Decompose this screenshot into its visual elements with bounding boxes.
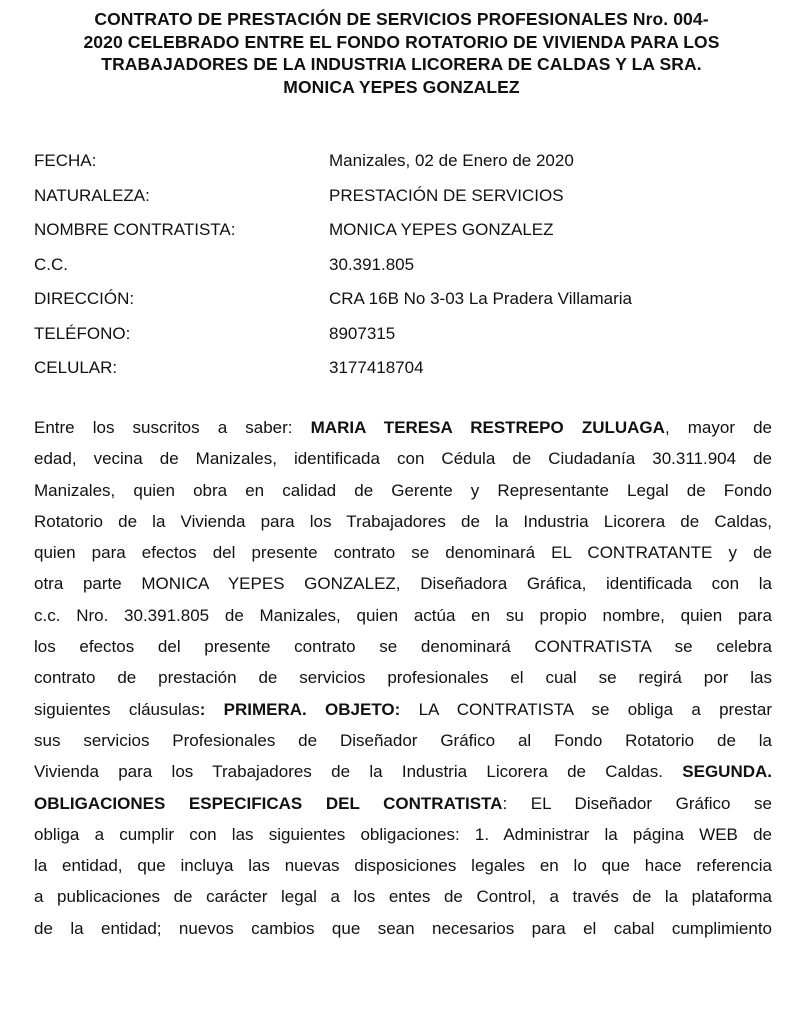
- body-line: otra parte MONICA YEPES GONZALEZ, Diseñadora Gráfica, identificada con la: [34, 574, 772, 594]
- field-fecha: [34, 150, 774, 185]
- title-line: 2020 CELEBRADO ENTRE EL FONDO ROTATORIO DE VIVIENDA PARA LOS: [83, 31, 720, 52]
- text-run: Vivienda para los Trabajadores de la Industria Licorera de Caldas.: [34, 762, 683, 782]
- body-line: obliga a cumplir con las siguientes obligaciones: 1. Administrar la página WEB de: [34, 824, 772, 844]
- field-nombre-contratista: [34, 219, 774, 254]
- field-label: TELÉFONO:: [34, 323, 131, 343]
- body-line: [34, 412, 772, 443]
- text-run: , mayor de: [664, 418, 772, 437]
- body-line: los efectos del presente contrato se denominará CONTRATISTA se celebra: [34, 637, 772, 657]
- contract-body: [34, 412, 772, 944]
- field-label: FECHA:: [34, 151, 97, 170]
- body-line: edad, vecina de Manizales, identificada con Cédula de Ciudadanía 30.311.904 de: [34, 449, 772, 469]
- field-value: 8907315: [329, 323, 396, 343]
- field-label: CELULAR:: [34, 358, 118, 377]
- body-line: Manizales, quien obra en calidad de Gerente y Representante Legal de Fondo: [34, 480, 772, 500]
- clause-segunda-heading: SEGUNDA.: [682, 762, 772, 782]
- field-value: 30.391.805: [329, 254, 415, 274]
- body-line: [34, 756, 772, 787]
- contract-fields: [34, 150, 774, 392]
- field-label: NATURALEZA:: [34, 185, 150, 205]
- text-run: LA CONTRATISTA se obliga a prestar: [400, 699, 772, 719]
- clause-segunda-title: OBLIGACIONES ESPECIFICAS DEL CONTRATISTA: [34, 793, 503, 813]
- body-line: sus servicios Profesionales de Diseñador Gráfico al Fondo Rotatorio de la: [34, 730, 772, 750]
- field-value: CRA 16B No 3-03 La Pradera Villamaria: [329, 289, 633, 308]
- title-line: MONICA YEPES GONZALEZ: [283, 76, 520, 97]
- body-line: [34, 694, 772, 725]
- body-line: [34, 788, 772, 819]
- field-value: PRESTACIÓN DE SERVICIOS: [329, 185, 564, 205]
- body-line: Rotatorio de la Vivienda para los Trabajadores de la Industria Licorera de Caldas,: [34, 511, 772, 531]
- field-telefono: [34, 323, 774, 358]
- field-naturaleza: [34, 185, 774, 220]
- body-line: c.c. Nro. 30.391.805 de Manizales, quien actúa en su propio nombre, quien para: [34, 605, 772, 625]
- body-line: contrato de prestación de servicios profesionales el cual se regirá por las: [34, 668, 772, 688]
- text-run: Entre los suscritos a saber:: [34, 418, 311, 437]
- field-cc: [34, 254, 774, 289]
- title-line: CONTRATO DE PRESTACIÓN DE SERVICIOS PROFESIONALES Nro. 004-: [94, 9, 709, 29]
- body-line: a publicaciones de carácter legal a los entes de Control, a través de la plataforma: [34, 887, 772, 907]
- body-line: quien para efectos del presente contrato se denominará EL CONTRATANTE y de: [34, 543, 772, 563]
- title-line: TRABAJADORES DE LA INDUSTRIA LICORERA DE CALDAS Y LA SRA.: [101, 54, 702, 74]
- text-run: siguientes cláusulas: [34, 699, 200, 719]
- contract-title: [20, 8, 783, 98]
- field-label: C.C.: [34, 254, 68, 274]
- text-run: : EL Diseñador Gráfico se: [502, 793, 772, 813]
- field-value: MONICA YEPES GONZALEZ: [329, 220, 554, 239]
- field-label: DIRECCIÓN:: [34, 289, 135, 308]
- clause-primera-heading: : PRIMERA. OBJETO:: [199, 699, 401, 719]
- body-line: la entidad, que incluya las nuevas disposiciones legales en lo que hace referencia: [34, 856, 772, 876]
- field-value: 3177418704: [329, 358, 424, 377]
- body-line: de la entidad; nuevos cambios que sean necesarios para el cabal cumplimiento: [34, 918, 772, 938]
- contratante-name: MARIA TERESA RESTREPO ZULUAGA: [310, 418, 665, 437]
- field-celular: [34, 357, 774, 392]
- field-label: NOMBRE CONTRATISTA:: [34, 220, 236, 239]
- field-direccion: [34, 288, 774, 323]
- field-value: Manizales, 02 de Enero de 2020: [329, 151, 574, 170]
